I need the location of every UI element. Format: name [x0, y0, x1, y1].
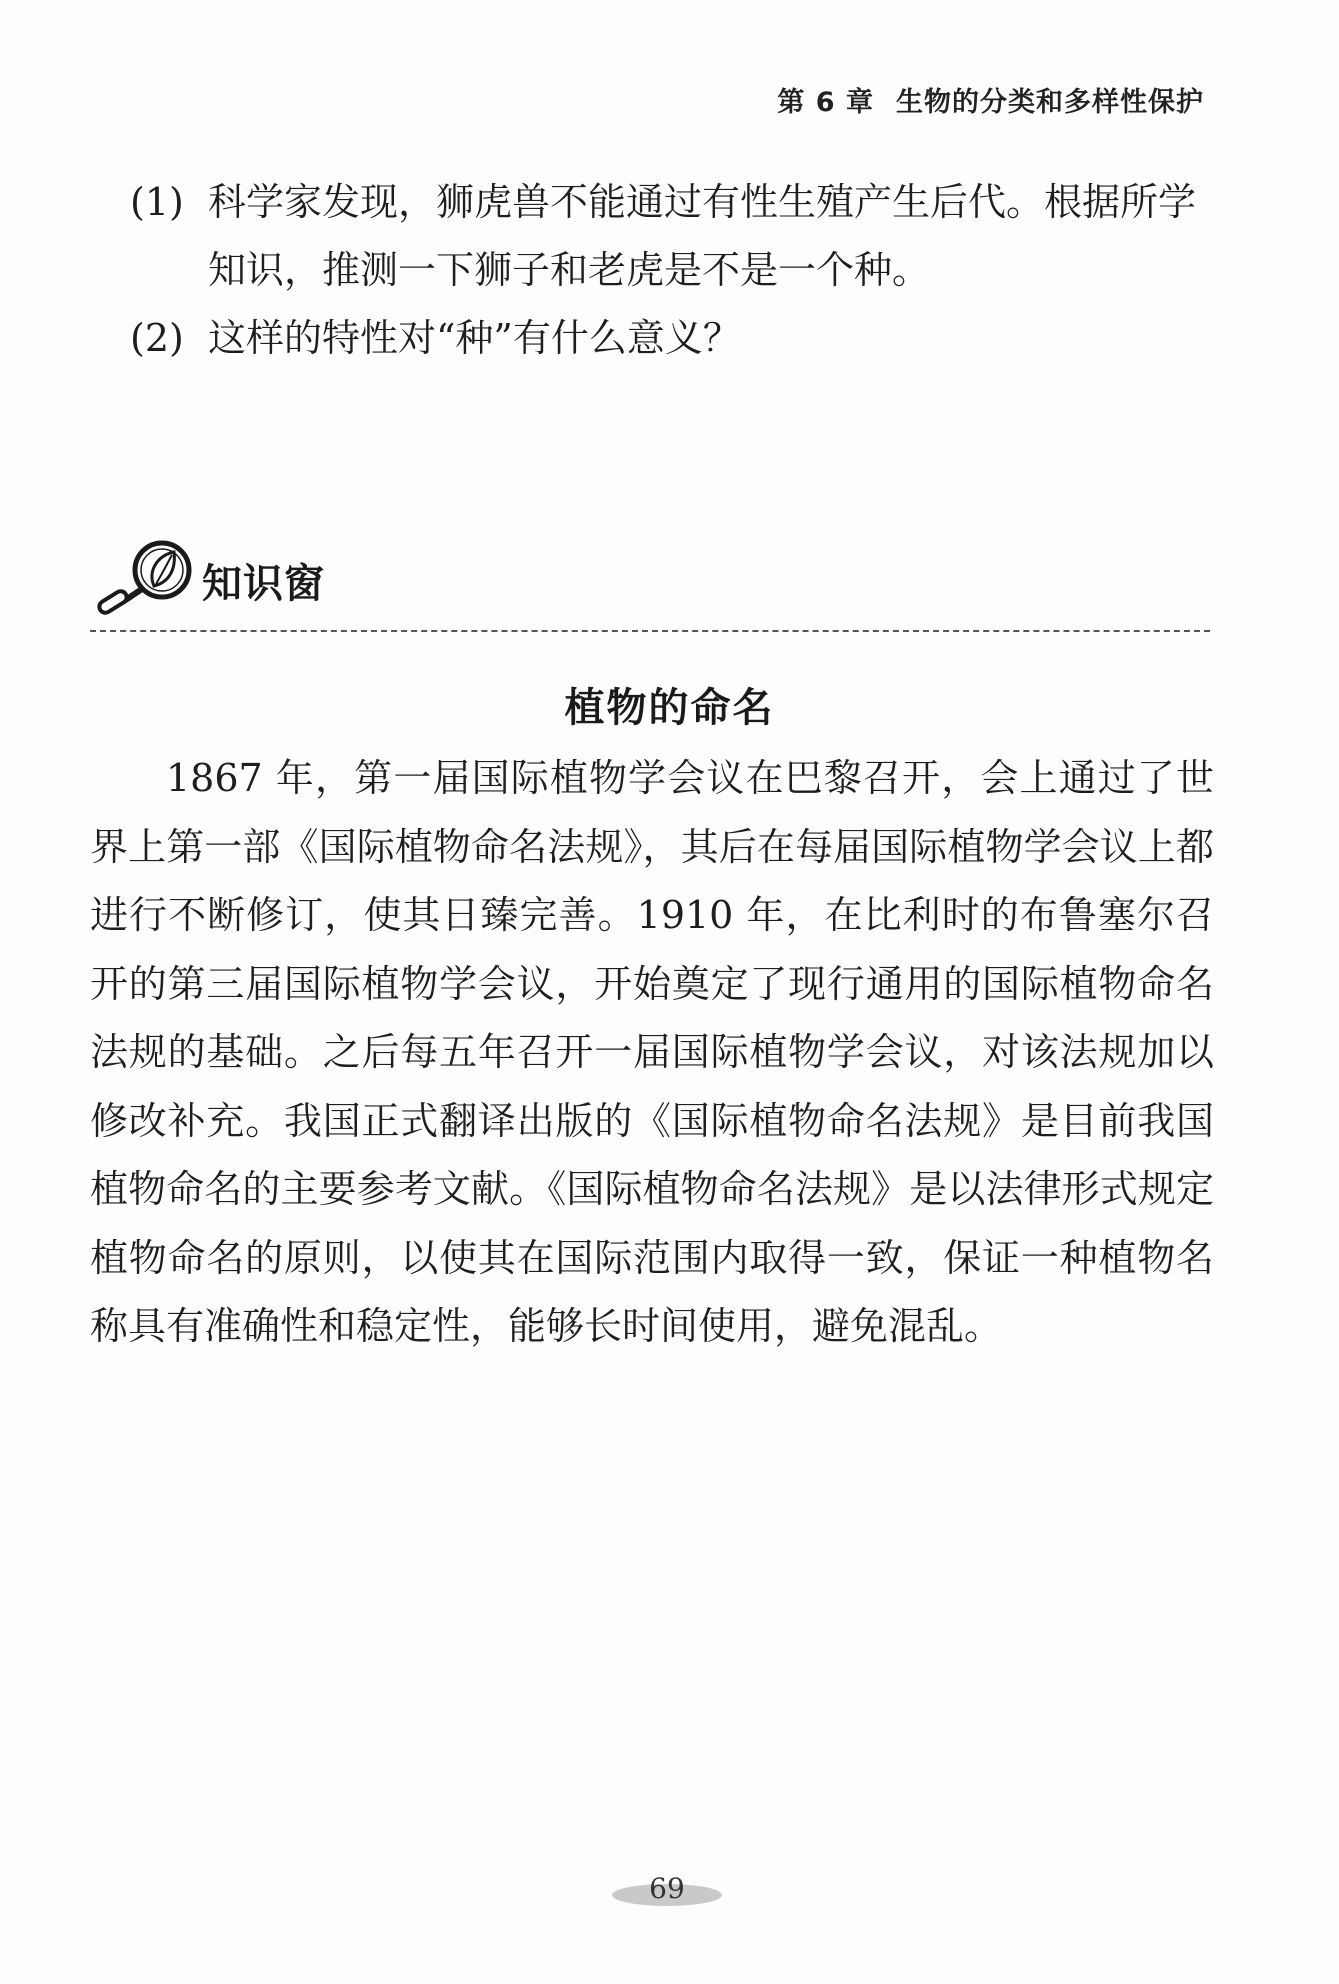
dashed-divider [90, 630, 1210, 632]
page-number-text: 69 [649, 1871, 685, 1905]
running-header [777, 80, 1204, 119]
page-number [612, 1866, 722, 1910]
chapter-title: 生物的分类和多样性保护 [896, 87, 1204, 118]
knowledge-window-title: 知识窗 [202, 561, 325, 607]
article-title: 植物的命名 [564, 685, 775, 731]
magnifier-leaf-icon [90, 536, 200, 616]
question-item [130, 304, 1210, 372]
question-text: 科学家发现，狮虎兽不能通过有性生殖产生后代。根据所学知识，推测一下狮子和老虎是不是一个种。 [208, 180, 1197, 292]
question-item [130, 168, 1210, 304]
question-text: 这样的特性对“种”有什么意义？ [208, 316, 741, 360]
chapter-label: 第 6 章 [777, 87, 874, 118]
question-number: (1) [130, 180, 184, 224]
question-list [130, 168, 1210, 372]
article-body: 1867 年，第一届国际植物学会议在巴黎召开，会上通过了世界上第一部《国际植物命名法规》，其后在每届国际植物学会议上都进行不断修订，使其日臻完善。1910 年，在比利时的布鲁塞尔召开的第三届国际植物学会议，开始奠定了现行通用的国际植物命名法规的基础。之后每五年召开一届国际植物学会议，对该法规加以修改补充。我国正式翻译出版的《国际植物命名法规》是目前我国植物命名的主要参考文献。《国际植物命名法规》是以法律形式规定植物命名的原则，以使其在国际范围内取得一致，保证一种植物名称具有准确性和稳定性，能够长时间使用，避免混乱。 [90, 756, 1214, 1348]
knowledge-window-header [90, 536, 1210, 616]
question-number: (2) [130, 316, 184, 360]
